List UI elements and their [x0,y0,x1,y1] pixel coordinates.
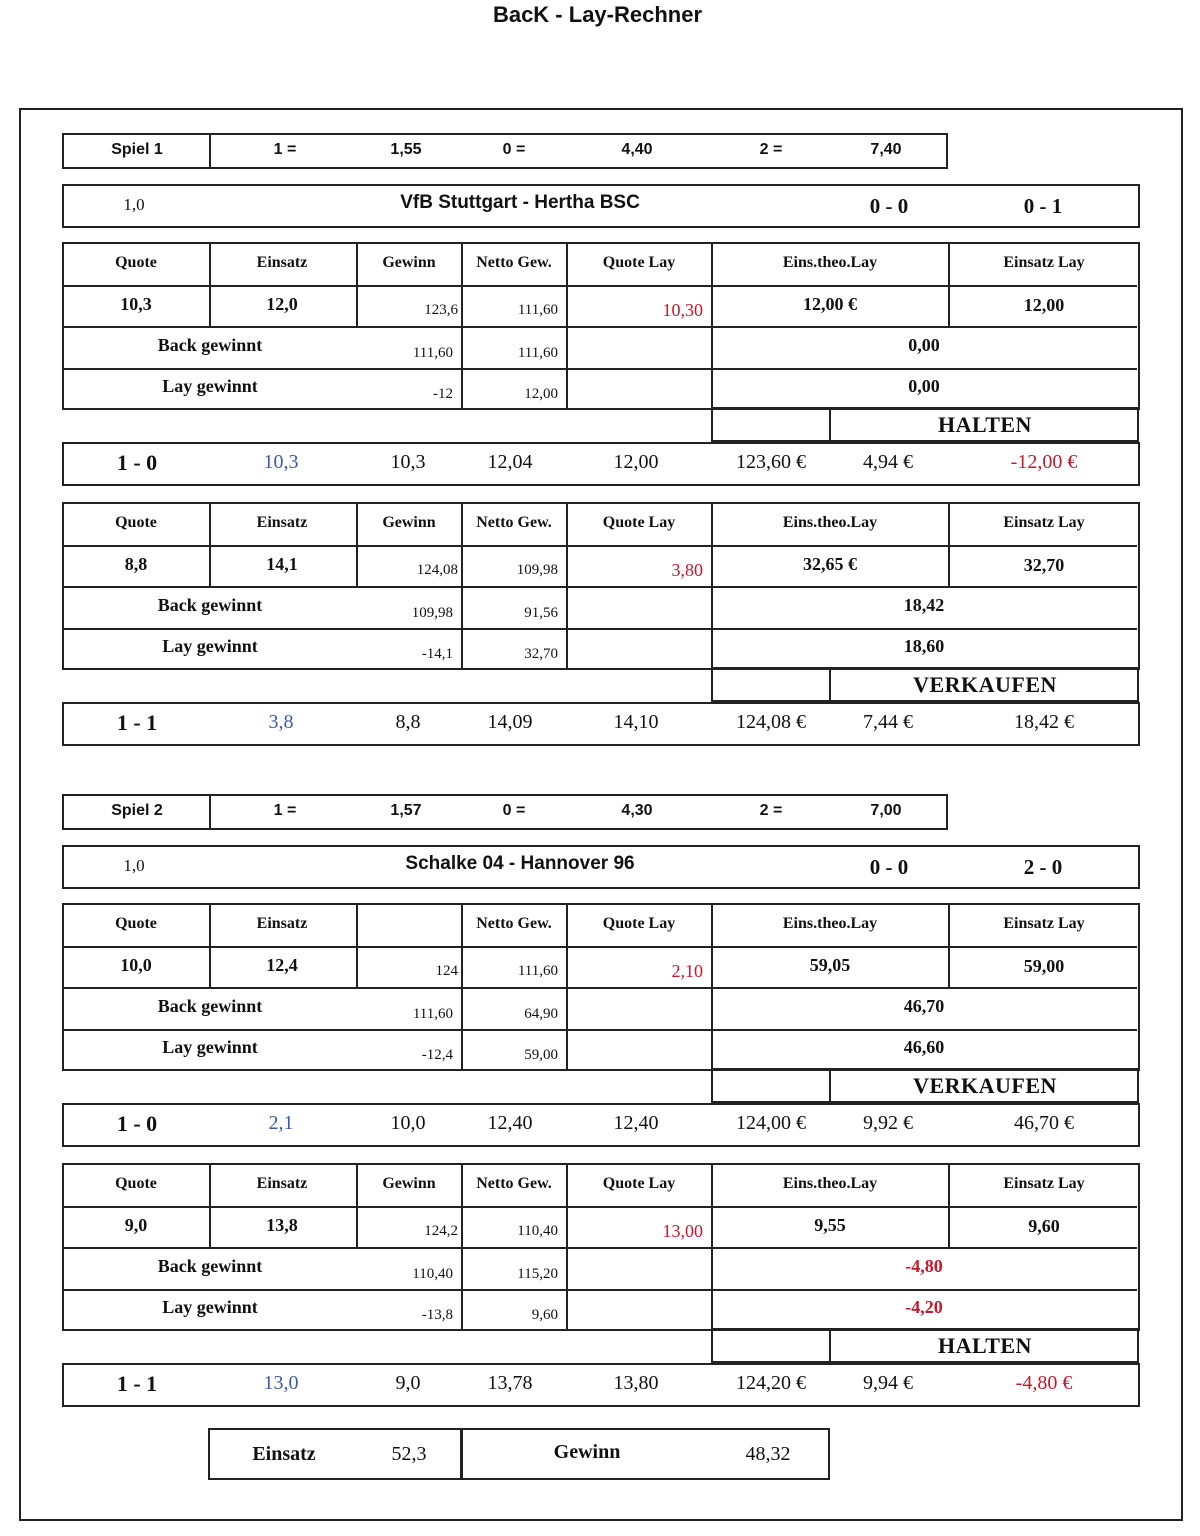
header-einsatz: Einsatz [256,514,308,531]
sum-result: -4,80 € [1015,1372,1073,1394]
value-einsatz: 13,8 [266,1215,298,1235]
summary-gewinn-value: 48,32 [745,1443,791,1465]
lay-result: 0,00 [908,376,940,396]
back-result: -4,80 [905,1256,943,1276]
header-qlay: Quote Lay [602,1175,676,1192]
back-gewinn: 111,60 [412,1006,453,1022]
header-quote: Quote [115,254,157,271]
decision-spacer [711,667,831,702]
value-quote-lay: 3,80 [671,560,703,580]
value-einsatz-theo-lay: 9,55 [814,1215,846,1235]
header-elay: Einsatz Lay [1003,514,1085,531]
sum-quote: 8,8 [395,711,421,733]
value-einsatz-lay: 59,00 [1023,956,1065,976]
lay-netto: 12,00 [524,386,558,402]
game-label: Spiel 1 [111,141,163,158]
back-label: Back gewinnt [157,1256,263,1276]
sum-gewinn: 124,08 € [736,711,806,733]
value-quote: 10,3 [120,294,152,314]
sum-bar [62,442,1140,486]
header-gewinn: Gewinn [382,254,436,271]
header-netto: Netto Gew. [476,254,552,271]
value-einsatz-lay: 32,70 [1023,555,1065,575]
match-title: VfB Stuttgart - Hertha BSC [400,192,640,213]
back-result: 0,00 [908,335,940,355]
sum-einsatz-lay: 12,00 [613,451,659,473]
header-theo: Eins.theo.Lay [782,254,878,271]
sum-result: 18,42 € [1014,711,1074,733]
header-netto: Netto Gew. [476,915,552,932]
odds-value-away: 7,40 [870,141,902,158]
decision-spacer [711,1068,831,1103]
stake-factor: 1,0 [123,856,145,875]
header-netto: Netto Gew. [476,1175,552,1192]
header-netto: Netto Gew. [476,514,552,531]
lay-gewinn: -14,1 [421,646,453,662]
back-label: Back gewinnt [157,996,263,1016]
lay-gewinn: -13,8 [421,1307,453,1323]
sum-score: 1 - 0 [116,1111,158,1136]
header-elay: Einsatz Lay [1003,915,1085,932]
decision-label: VERKAUFEN [913,1073,1057,1098]
decision-label: HALTEN [938,412,1032,437]
odds-value-home: 1,57 [390,802,422,819]
header-elay: Einsatz Lay [1003,254,1085,271]
decision-label: HALTEN [938,1333,1032,1358]
sum-einsatz-theo: 12,40 [487,1112,533,1134]
sum-quote: 9,0 [395,1372,421,1394]
decision-spacer [711,407,831,442]
value-einsatz-theo-lay: 32,65 € [803,554,857,574]
score-end: 2 - 0 [1023,855,1063,879]
sum-score: 1 - 1 [116,1371,158,1396]
value-quote-lay: 2,10 [671,961,703,981]
value-gewinn: 124,08 [416,562,458,578]
header-einsatz: Einsatz [256,254,308,271]
lay-label: Lay gewinnt [162,1037,258,1057]
lay-label: Lay gewinnt [162,636,258,656]
score-end: 0 - 1 [1023,194,1063,218]
back-netto: 91,56 [524,605,558,621]
sum-quote: 10,3 [390,451,426,473]
sum-einsatz-theo: 14,09 [487,711,533,733]
value-einsatz-lay: 9,60 [1028,1216,1060,1236]
odds-label-away: 2 = [759,141,783,158]
odds-value-draw: 4,30 [621,802,653,819]
header-einsatz: Einsatz [256,915,308,932]
sum-gewinn: 123,60 € [736,451,806,473]
sum-quote-lay: 13,0 [263,1372,299,1394]
value-gewinn: 124 [435,963,458,979]
sum-gewinn: 124,20 € [736,1372,806,1394]
back-label: Back gewinnt [157,335,263,355]
value-einsatz: 12,0 [266,294,298,314]
header-theo: Eins.theo.Lay [782,1175,878,1192]
odds-value-home: 1,55 [390,141,422,158]
sum-einsatz-theo: 12,04 [487,451,533,473]
value-netto: 109,98 [516,562,558,578]
score-start: 0 - 0 [869,194,909,218]
sum-provision: 4,94 € [863,451,913,473]
value-netto: 110,40 [517,1223,558,1239]
header-gewinn: Gewinn [382,514,436,531]
header-gewinn: Gewinn [382,1175,436,1192]
summary-einsatz-label: Einsatz [252,1443,316,1465]
header-qlay: Quote Lay [602,514,676,531]
value-quote: 9,0 [124,1215,148,1235]
odds-value-draw: 4,40 [621,141,653,158]
header-theo: Eins.theo.Lay [782,514,878,531]
header-elay: Einsatz Lay [1003,1175,1085,1192]
back-netto: 64,90 [524,1006,558,1022]
sum-provision: 9,92 € [863,1112,913,1134]
sum-quote-lay: 2,1 [268,1112,294,1134]
sum-quote-lay: 3,8 [268,711,294,733]
value-einsatz: 12,4 [266,955,298,975]
lay-result: -4,20 [905,1297,943,1317]
sum-provision: 9,94 € [863,1372,913,1394]
back-label: Back gewinnt [157,595,263,615]
back-result: 18,42 [903,595,945,615]
lay-gewinn: -12,4 [421,1047,453,1063]
lay-label: Lay gewinnt [162,376,258,396]
sum-score: 1 - 1 [116,710,158,735]
game-label: Spiel 2 [111,802,163,819]
header-quote: Quote [115,915,157,932]
odds-label-home: 1 = [273,802,297,819]
sum-einsatz-lay: 12,40 [613,1112,659,1134]
header-quote: Quote [115,1175,157,1192]
page-title: BacK - Lay-Rechner [492,2,703,27]
value-einsatz-theo-lay: 12,00 € [803,294,857,314]
lay-result: 18,60 [903,636,945,656]
back-gewinn: 110,40 [412,1266,453,1282]
sum-quote: 10,0 [390,1112,426,1134]
score-start: 0 - 0 [869,855,909,879]
sum-result: 46,70 € [1014,1112,1074,1134]
value-quote-lay: 13,00 [662,1221,703,1241]
back-netto: 111,60 [517,345,558,361]
value-gewinn: 123,6 [424,302,458,318]
value-einsatz: 14,1 [266,554,298,574]
value-netto: 111,60 [517,302,558,318]
sum-quote-lay: 10,3 [263,451,299,473]
header-quote: Quote [115,514,157,531]
lay-gewinn: -12 [433,386,453,402]
value-einsatz-lay: 12,00 [1023,295,1065,315]
sum-provision: 7,44 € [863,711,913,733]
sum-bar [62,1103,1140,1147]
sum-einsatz-lay: 14,10 [613,711,659,733]
odds-label-draw: 0 = [502,802,526,819]
value-netto: 111,60 [517,963,558,979]
lay-netto: 59,00 [524,1047,558,1063]
sum-bar [62,702,1140,746]
sum-gewinn: 124,00 € [736,1112,806,1134]
odds-value-away: 7,00 [870,802,902,819]
value-gewinn: 124,2 [424,1223,458,1239]
odds-label-away: 2 = [759,802,783,819]
value-quote: 8,8 [124,554,148,574]
header-theo: Eins.theo.Lay [782,915,878,932]
odds-label-home: 1 = [273,141,297,158]
value-quote-lay: 10,30 [662,300,703,320]
match-title: Schalke 04 - Hannover 96 [405,853,635,874]
sum-score: 1 - 0 [116,450,158,475]
decision-label: VERKAUFEN [913,672,1057,697]
lay-label: Lay gewinnt [162,1297,258,1317]
value-einsatz-theo-lay: 59,05 [809,955,851,975]
sum-result: -12,00 € [1010,451,1078,473]
lay-netto: 9,60 [531,1307,558,1323]
summary-gewinn-label: Gewinn [553,1441,621,1463]
back-gewinn: 111,60 [412,345,453,361]
sum-bar [62,1363,1140,1407]
back-gewinn: 109,98 [411,605,453,621]
decision-spacer [711,1328,831,1363]
sum-einsatz-lay: 13,80 [613,1372,659,1394]
stake-factor: 1,0 [123,195,145,214]
lay-netto: 32,70 [524,646,558,662]
lay-result: 46,60 [903,1037,945,1057]
back-netto: 115,20 [517,1266,558,1282]
value-quote: 10,0 [120,955,152,975]
sum-einsatz-theo: 13,78 [487,1372,533,1394]
header-qlay: Quote Lay [602,254,676,271]
back-result: 46,70 [903,996,945,1016]
summary-einsatz-value: 52,3 [391,1443,427,1465]
header-qlay: Quote Lay [602,915,676,932]
odds-label-draw: 0 = [502,141,526,158]
header-einsatz: Einsatz [256,1175,308,1192]
